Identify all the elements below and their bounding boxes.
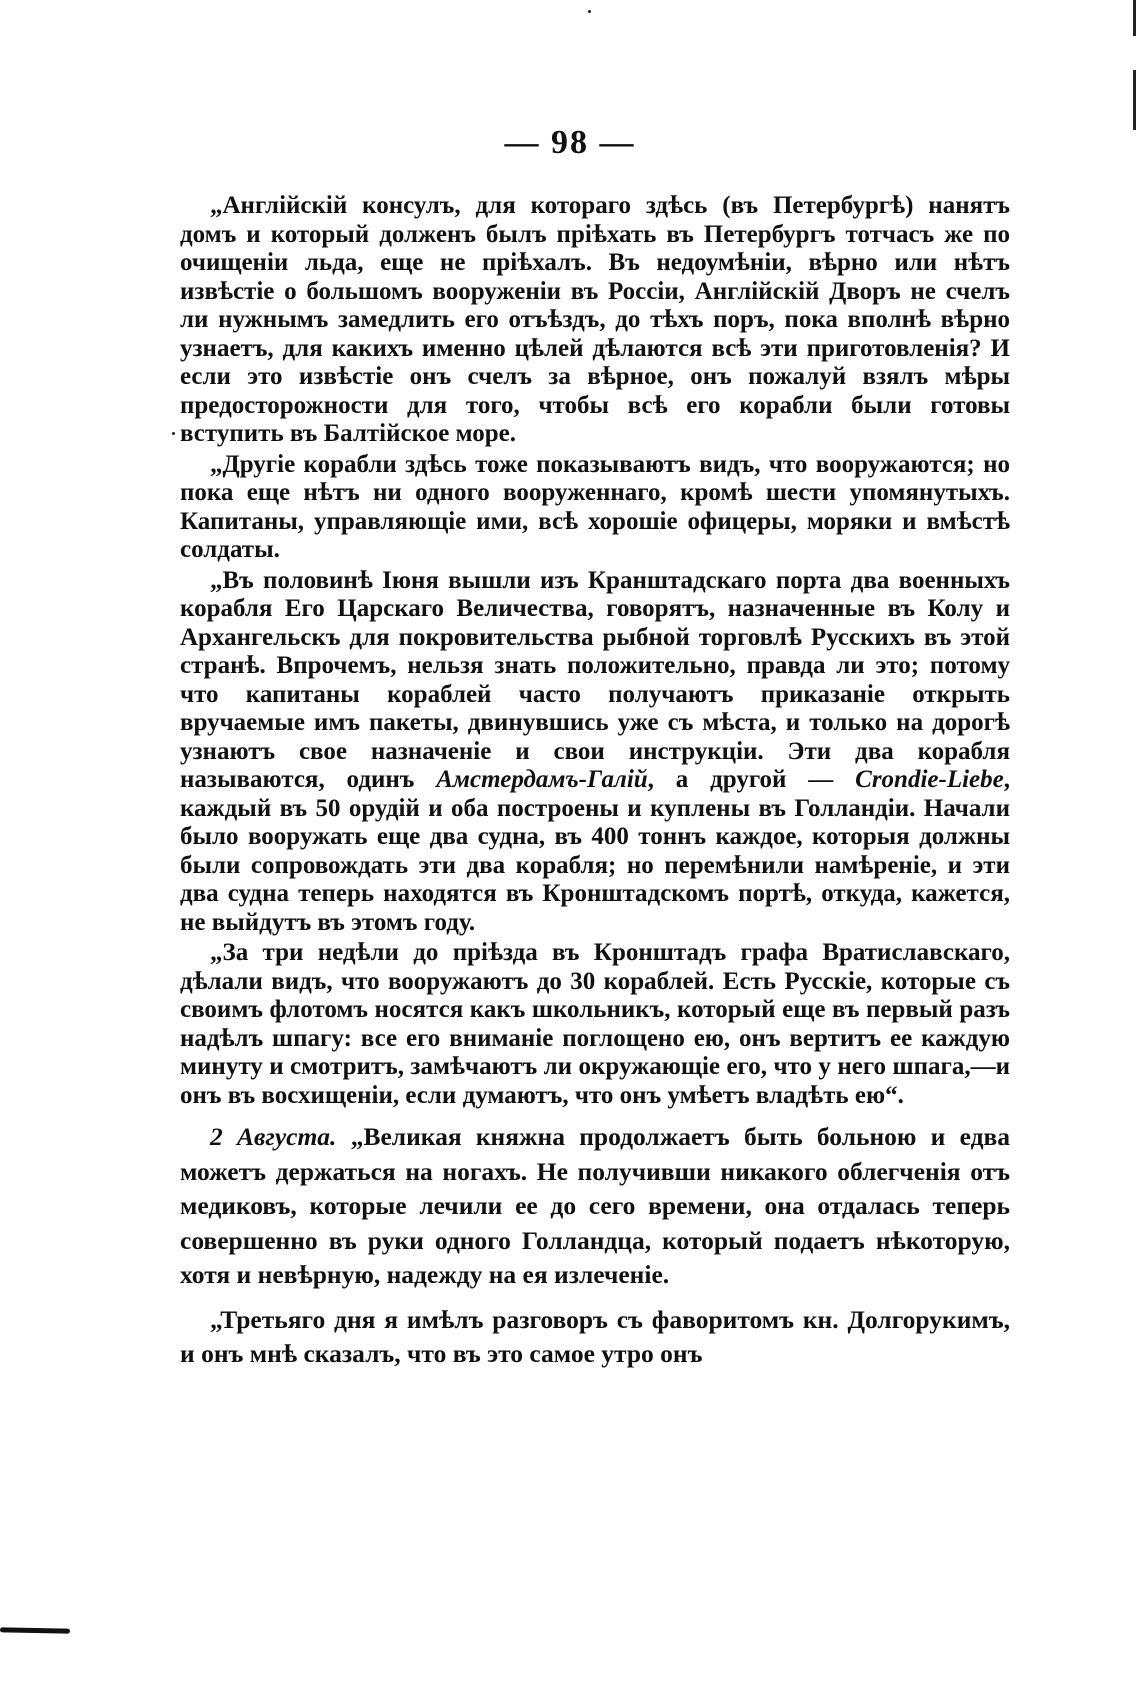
paragraph-text: „Въ половинѣ Іюня вышли изъ Кранштадскаго порта два военныхъ корабля Его Царскаго Величества, говорятъ, назначенные въ Колу и Архангельскъ для покровительства рыбной торговлѣ Русскихъ въ этой странѣ. Впрочемъ, нельзя знать положительно, правда ли это; потому что капитаны кораблей часто получаютъ приказаніе открыть вручаемые имъ пакеты, двинувшись уже съ мѣста, и только на дорогѣ узнаютъ свое назначеніе и свои инструкціи. Эти два корабля называются, одинъ xyxy=(180,566,1010,793)
speck-mark xyxy=(172,432,175,435)
paragraph: „Третьяго дня я имѣлъ разговоръ съ фаворитомъ кн. Долгорукимъ, и онъ мнѣ сказалъ, что въ это самое утро онъ xyxy=(180,1304,1010,1368)
paragraph-text: , каждый въ 50 орудій и оба построены и куплены въ Голландіи. Начали было вооружать еще два судна, въ 400 тоннъ каждое, которыя должны были сопровождать эти два корабля; но перемѣнили намѣреніе, и эти два судна теперь находятся въ Кронштадскомъ портѣ, откуда, кажется, не выйдутъ въ этомъ году. xyxy=(180,766,1010,936)
page-edge-line xyxy=(1133,70,1136,130)
paragraph: „Англійскій консулъ, для котораго здѣсь (въ Петербургѣ) нанятъ домъ и который долженъ былъ пріѣхать въ Петербургъ тотчасъ же по очищеніи льда, еще не пріѣхалъ. Въ недоумѣніи, вѣрно или нѣтъ извѣстіе о большомъ вооруженіи въ Россіи, Англійскій Дворъ не счелъ ли нужнымъ замедлить его отъѣздъ, до тѣхъ поръ, пока вполнѣ вѣрно узнаетъ, для какихъ именно цѣлей дѣлаются всѣ эти приготовленія? И если это извѣстіе онъ счелъ за вѣрное, онъ пожалуй взялъ мѣры предосторожности для того, чтобы всѣ его корабли были готовы вступить въ Балтійское море. xyxy=(180,192,1010,447)
paragraph: „Другіе корабли здѣсь тоже показываютъ видъ, что вооружаются; но пока еще нѣтъ ни одного вооруженнаго, кромѣ шести упомянутыхъ. Капитаны, управляющіе ими, всѣ хорошіе офицеры, моряки и вмѣстѣ солдаты. xyxy=(180,450,1010,563)
paragraph xyxy=(180,1120,1010,1293)
ship-name: Амстердамъ-Галій xyxy=(436,766,648,793)
paragraph xyxy=(180,567,1010,938)
body-text xyxy=(180,192,1010,1372)
paragraph: „За три недѣли до пріѣзда въ Кронштадъ графа Вратиславскаго, дѣлали видъ, что вооружаютъ до 30 кораблей. Есть Русскіе, которые съ своимъ флотомъ носятся какъ школьникъ, который еще въ первый разъ надѣлъ шпагу: все его вниманіе поглощено ею, онъ вертитъ ее каждую минуту и смотритъ, замѣчаютъ ли окружающіе его, что у него шпага,—и онъ въ восхищеніи, если думаютъ, что онъ умѣетъ владѣть ею“. xyxy=(180,939,1010,1109)
paragraph-text: , а другой — xyxy=(647,766,856,793)
ship-name: Crondie-Liebe xyxy=(855,766,1004,793)
margin-mark xyxy=(0,1627,70,1633)
date-heading: 2 Августа. xyxy=(210,1122,337,1151)
page-edge-line xyxy=(1133,0,1136,36)
paragraph-text: „Великая княжна продолжаетъ быть больною и едва можетъ держаться на ногахъ. Не получивши никакого облегченія отъ медиковъ, которые лечили ее до сего времени, она отдалась теперь совершенно въ руки одного Голландца, который подаетъ нѣкоторую, хотя и невѣрную, надежду на ея излеченіе. xyxy=(180,1122,1011,1289)
page-number: — 98 — xyxy=(504,124,636,161)
speck-mark xyxy=(588,10,591,13)
